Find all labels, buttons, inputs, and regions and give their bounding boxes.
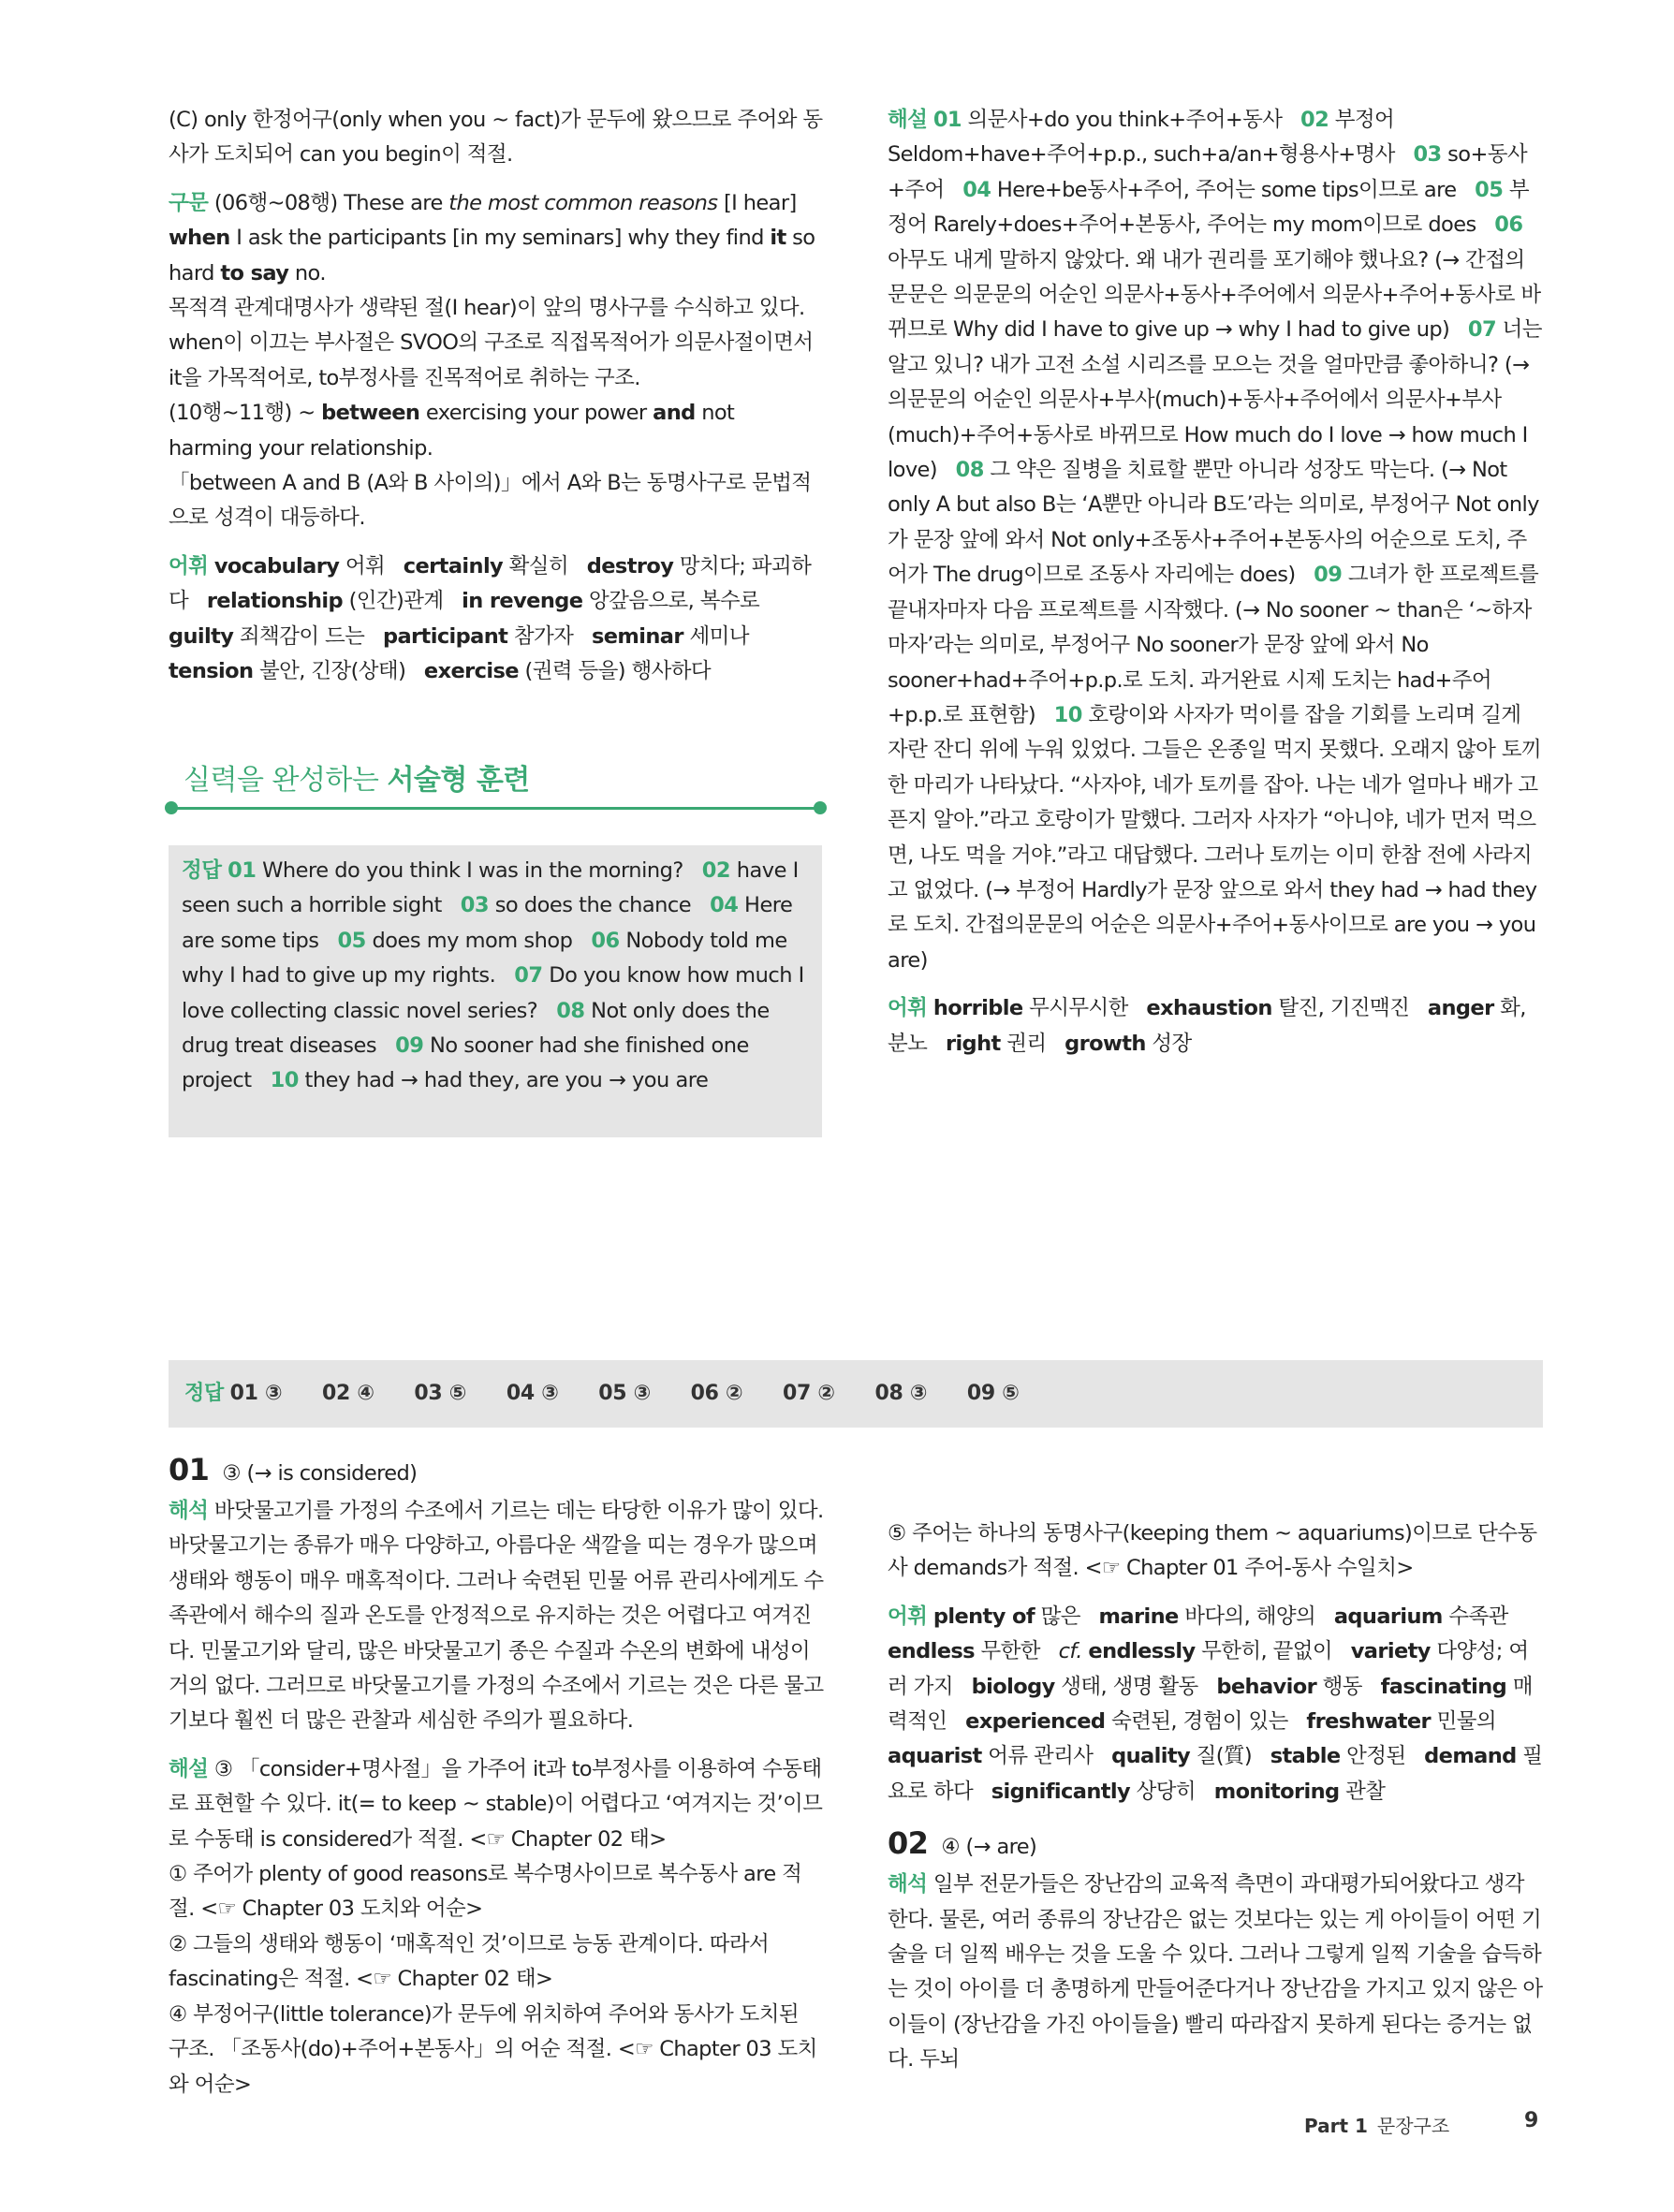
vocab-en: seminar (591, 623, 683, 649)
haeseol-number: 09 (1314, 563, 1343, 588)
haeseol-number: 01 (932, 108, 962, 132)
right-explanation (888, 103, 1543, 978)
answer-bar-item: 09 ⑤ (966, 1382, 1020, 1405)
between-text-c: not harming your relationship. (169, 401, 735, 461)
q01-haeseok-text: 바닷물고기를 가정의 수조에서 기르는 데는 타당한 이유가 많이 있다. 바닷물고기는 종류가 매우 다양하고, 아름다운 색깔을 띠는 경우가 많으며 생태와 행동이 매우 매혹적이다. 그러나 숙련된 민물 어류 관리사에게도 수족관에서 해수의 질과 온도를 안정적으로 유지하는 것은 어렵다고 여겨진다. 민물고기와 달리, 많은 바닷물고기 종은 수질과 수온의 변화에 내성이 거의 없다. 그러므로 바닷물고기를 가정의 수조에서 기르는 것은 다른 물고기보다 훨씬 더 많은 관찰과 세심한 주의가 필요하다. (169, 1499, 824, 1734)
vocab-right-en: growth (1065, 1031, 1146, 1056)
haeseol-text: 부정어 Seldom+have+주어+p.p., such+a/an+형용사+명사 (888, 108, 1395, 168)
haeseol-item (962, 178, 1456, 202)
question-02-number: 02 (888, 1825, 929, 1862)
q01-point-4: ④ 부정어구(little tolerance)가 문두에 위치하여 주어와 동사가 도치된 구조. 「조동사(do)+주어+본동사」의 어순 적절. <☞ Chapter 03 도치와 어순> (169, 2001, 817, 2097)
answer-bar-items (230, 1382, 1053, 1405)
vocab-en: in revenge (462, 589, 583, 614)
vocab-ko: 참가자 (507, 623, 574, 649)
cf-label: cf. (1058, 1639, 1082, 1664)
q01-vocab-en: demand (1424, 1744, 1517, 1769)
haeseol-text: Here+be동사+주어, 주어는 some tips이므로 are (991, 177, 1457, 202)
vocab-list (169, 554, 811, 683)
answer-text: they had → had they, are you → you are (298, 1068, 709, 1093)
q01-vocab-ko: 민물의 (1431, 1709, 1496, 1735)
q02-haeseok-label: 해석 (888, 1872, 928, 1897)
answer-bar-label: 정답 (184, 1382, 224, 1405)
q01-vocab-ko: 행동 (1316, 1674, 1362, 1699)
q01-vocab-en: monitoring (1213, 1779, 1340, 1804)
q01-vocab-en: aquarium (1333, 1604, 1443, 1629)
vocab-label: 어휘 (169, 553, 209, 579)
answer-bar (169, 1360, 1543, 1428)
answer-bar-item: 08 ③ (874, 1382, 928, 1405)
q01-vocab-item (1334, 1604, 1508, 1629)
vocab-ko: 불안, 긴장(상태) (253, 659, 406, 684)
answer-number: 07 (514, 963, 543, 989)
between-text-a: (10행~11행) ~ (169, 401, 322, 426)
and-bold: and (653, 401, 696, 426)
answer-box-label: 정답 (182, 858, 222, 883)
q01-vocab-en: plenty of (932, 1604, 1035, 1629)
gumun-paragraph (169, 186, 824, 291)
q01-vocab-en: experienced (965, 1709, 1106, 1735)
q01-vocab-ko: 상당히 (1130, 1779, 1197, 1804)
gumun-explanation-1: 목적격 관계대명사가 생략된 절(I hear)이 앞의 명사구를 수식하고 있다. when이 이끄는 부사절은 SVOO의 구조로 직접목적어가 의문사절이면서 it을 가목적어로, to부정사를 진목적어로 취하는 구조. (169, 296, 814, 390)
q02-haeseok-text: 일부 전문가들은 장난감의 교육적 측면이 과대평가되어왔다고 생각한다. 물론, 여러 종류의 장난감은 없는 것보다는 있는 게 아이들이 어떤 기술을 더 일찍 배우는 것을 도울 수 있다. 그러나 그렇게 일찍 기술을 습득하는 것이 아이를 더 총명하게 만들어준다거나 장난감을 가지고 있지 않은 아이들이 (장난감을 가진 아이들을) 빨리 따라잡지 못하게 된다는 증거는 없다. 두뇌 (888, 1872, 1543, 2073)
q01-haeseok (169, 1494, 824, 1739)
q01-haeseok-label: 해석 (169, 1499, 209, 1523)
q01-vocab-ko: 필요로 하다 (888, 1744, 1543, 1804)
q01-vocab-en: significantly (991, 1779, 1131, 1804)
answer-number: 01 (228, 858, 257, 883)
q01-vocab-en: variety (1350, 1639, 1431, 1664)
q01-haeseol (169, 1752, 824, 1857)
right-bottom-column (888, 1449, 1543, 2078)
haeseol-text: 호랑이와 사자가 먹이를 잡을 기회를 노리며 길게 자란 잔디 위에 누워 있었다. 그들은 온종일 먹지 못했다. 오래지 않아 토끼 한 마리가 나타났다. “사자야, 네가 토끼를 잡아. 나는 네가 얼마나 배가 고픈지 알아.”라고 호랑이가 말했다. 그러자 사자가 “아니야, 네가 먼저 먹으면, 나도 먹을 거야.”라고 대답했다. 그러나 토끼는 이미 한참 전에 사라지고 없었다. (→ 부정어 Hardly가 문장 앞으로 와서 they had → had they로 도치. 간접의문문의 어순은 의문사+주어+동사이므로 are you → you are) (888, 702, 1542, 973)
footer-title: 문장구조 (1376, 2115, 1450, 2137)
q01-vocab-item (933, 1604, 1080, 1629)
answer-number: 03 (460, 893, 490, 918)
vocab-ko: 어휘 (339, 553, 386, 579)
gumun-italic: the most common reasons (448, 190, 718, 215)
q01-vocab-en: endless (888, 1639, 975, 1664)
q01-vocab-ko: 어류 관리사 (981, 1744, 1094, 1769)
q01-vocab-item (1306, 1709, 1496, 1734)
page-footer (1304, 2111, 1449, 2138)
vocab-item (383, 624, 573, 649)
vocab-item (169, 659, 405, 683)
answer-bar-item: 06 ② (690, 1382, 743, 1405)
answer-item (338, 929, 573, 953)
right-top-column (888, 103, 1543, 1062)
q01-vocab-item (972, 1675, 1198, 1699)
answer-bar-item: 03 ⑤ (414, 1382, 467, 1405)
answer-text: No sooner had she finished one project (182, 1033, 749, 1093)
haeseol-number: 03 (1413, 142, 1442, 168)
answer-number: 05 (337, 928, 366, 953)
answer-number: 06 (591, 928, 620, 953)
haeseol-text: so+동사+주어 (888, 142, 1527, 202)
answer-text: Where do you think I was in the morning? (256, 858, 683, 883)
q01-vocab (888, 1600, 1543, 1809)
haeseol-number: 08 (955, 458, 984, 483)
vocab-item (169, 624, 364, 649)
answer-box (169, 845, 822, 1137)
q01-vocab-en: behavior (1216, 1674, 1317, 1699)
q01-vocab-item (1216, 1675, 1362, 1699)
answer-bar-item: 01 ③ (229, 1382, 283, 1405)
q01-vocab-item (1111, 1744, 1252, 1768)
q01-haeseol-label: 해설 (169, 1756, 209, 1781)
q01-vocab-ko: 무한한 (974, 1639, 1040, 1664)
gumun-when: when (169, 226, 230, 251)
section-divider (171, 807, 822, 810)
q01-vocab-item (1214, 1780, 1386, 1804)
q01-vocab-item (991, 1780, 1196, 1804)
gumun-text-3: so hard (169, 226, 815, 286)
q01-vocab-en: stable (1270, 1744, 1341, 1769)
haeseol-number: 06 (1494, 212, 1523, 238)
q01-vocab-ko: 관찰 (1339, 1779, 1386, 1804)
haeseol-items (888, 108, 1542, 973)
gumun-text-4: no. (288, 260, 326, 286)
answer-text: Not only does the drug treat diseases (182, 998, 770, 1059)
q01-point-2: ② 그들의 생태와 행동이 ‘매혹적인 것’이므로 능동 관계이다. 따라서 fascinating은 적절. <☞ Chapter 02 태> (169, 1931, 770, 1992)
vocab-ko: 망치다; 파괴하다 (169, 553, 812, 614)
between-bold: between (321, 401, 420, 426)
haeseol-text: 너는 알고 있니? 내가 고전 소설 시리즈를 모으는 것을 얼마만큼 좋아하니? (→ 의문문의 어순인 의문사+부사(much)+동사+주어에서 의문사+부사(much)+주어+동사로 바뀌므로 How much do I love → how much I love) (888, 317, 1542, 483)
q01-vocab-ko: 매력적인 (888, 1674, 1533, 1735)
answer-number: 09 (395, 1033, 424, 1059)
gumun-it: it (770, 226, 786, 251)
vocab-en: guilty (169, 623, 234, 649)
gumun-label: 구문 (169, 190, 209, 215)
vocab-item (424, 659, 711, 683)
left-bottom-column (169, 1449, 824, 2102)
q01-vocab-ko: 많은 (1035, 1604, 1080, 1629)
gumun-explanation-2: 「between A and B (A와 B 사이의)」에서 A와 B는 동명사구로 문법적으로 성격이 대등하다. (169, 471, 812, 531)
vocab-label-right: 어휘 (888, 996, 928, 1021)
haeseol-text: 아무도 내게 말하지 않았다. 왜 내가 권리를 포기해야 했나요? (→ 간접의문문은 의문문의 어순인 의문사+동사+주어에서 의문사+주어+동사로 바뀌므로 Why did I have to give up → why I had to give up) (888, 247, 1541, 343)
gumun-tosay: to say (220, 260, 289, 286)
answer-number: 02 (701, 858, 731, 883)
vocab-right-ko: 탈진, 기진맥진 (1271, 996, 1410, 1021)
vocab-ko: 확실히 (503, 553, 569, 579)
cf-en: endlessly (1088, 1639, 1196, 1664)
haeseol-text: 그 약은 질병을 치료할 뿐만 아니라 성장도 막는다. (→ Not only A but also B는 ‘A뿐만 아니라 B도’라는 의미로, 부정어구 Not only가 문장 앞에 와서 Not only+조동사+주어+본동사의 어순으로 도치, 주어가 The drug이므로 조동사 자리에는 does) (888, 458, 1539, 588)
q01-point-5: ⑤ 주어는 하나의 동명사구(keeping them ~ aquariums)이므로 단수동사 demands가 적절. <☞ Chapter 01 주어-동사 수일치> (888, 1521, 1537, 1581)
answer-bar-item: 05 ③ (598, 1382, 651, 1405)
vocab-right-item (933, 996, 1128, 1020)
question-01-answer: ③ (→ is considered) (222, 1461, 418, 1486)
vocab-right-item (946, 1032, 1047, 1056)
haeseol-text: 의문사+do you think+주어+동사 (961, 108, 1283, 132)
q01-vocab-list-2 (888, 1639, 1542, 1804)
left-top-column (169, 103, 824, 690)
question-01-heading (169, 1449, 824, 1494)
vocab-ko: (권력 등을) 행사하다 (518, 659, 712, 684)
q01-vocab-en: fascinating (1380, 1674, 1507, 1699)
answer-bar-item: 07 ② (783, 1382, 835, 1405)
answer-item (271, 1068, 709, 1092)
answer-text: have I seen such a horrible sight (182, 858, 799, 918)
between-line (169, 396, 824, 466)
vocab-ko: (인간)관계 (343, 589, 444, 614)
q02-haeseok (888, 1868, 1543, 2077)
section-title-a: 실력을 완성하는 (184, 764, 388, 797)
answer-number: 04 (710, 893, 739, 918)
vocab-right-item (1146, 996, 1409, 1020)
q01-vocab-ko: 바다의, 해양의 (1178, 1604, 1316, 1629)
answer-text: Nobody told me why I had to give up my rights. (182, 928, 787, 989)
vocab-item (404, 554, 568, 579)
haeseol-number: 04 (962, 177, 991, 202)
answer-number: 10 (270, 1068, 299, 1093)
answer-box-items (182, 858, 804, 1092)
vocab-en: relationship (206, 589, 344, 614)
vocab-en: tension (169, 659, 254, 684)
vocab-right-en: right (945, 1031, 1001, 1056)
vocab-item (214, 554, 385, 579)
q01-vocab-item (1270, 1744, 1406, 1768)
answer-number: 08 (556, 998, 585, 1023)
answer-item (461, 893, 691, 917)
answer-bar-item: 04 ③ (506, 1382, 559, 1405)
q01-haeseol-text: ③ 「consider+명사절」을 가주어 it과 to부정사를 이용하여 수동태로 표현할 수 있다. it(= to keep ~ stable)이 어렵다고 ‘여겨지는 것’이므로 수동태 is considered가 적절. <☞ Chapter 02 태> (169, 1756, 823, 1852)
page-number: 9 (1524, 2109, 1539, 2132)
q01-vocab-ko: 수족관 (1442, 1604, 1508, 1629)
vocab-right-en: anger (1427, 996, 1494, 1021)
vocab-en: participant (382, 623, 508, 649)
haeseol-label: 해설 (888, 108, 928, 132)
q01-vocab-en: freshwater (1306, 1709, 1432, 1735)
question-01-number: 01 (169, 1452, 210, 1487)
question-02-answer: ④ (→ are) (941, 1835, 1037, 1860)
vocab-right-en: exhaustion (1146, 996, 1272, 1021)
q01-vocab-en: aquarist (888, 1744, 982, 1769)
vocab-ko: 앙갚음으로, 복수로 (582, 589, 760, 614)
haeseol-text: 그녀가 한 프로젝트를 끝내자마자 다음 프로젝트를 시작했다. (→ No sooner ~ than은 ‘~하자마자’라는 의미로, 부정어구 No sooner가 문장 앞에 와서 No sooner+had+주어+p.p.로 도치. 과거완료 시제 도치는 had+주어+p.p.로 표현함) (888, 563, 1539, 727)
vocab-list-right (888, 996, 1526, 1055)
footer-part: Part 1 (1304, 2115, 1368, 2137)
line-dot-right (814, 801, 827, 814)
vocab-ko: 세미나 (683, 623, 749, 649)
haeseol-number: 05 (1475, 177, 1504, 202)
q01-vocab-en: marine (1098, 1604, 1179, 1629)
q01-vocab-label: 어휘 (888, 1604, 928, 1629)
q01-vocab-ko: 생태, 생명 활동 (1054, 1674, 1198, 1699)
vocab-en: exercise (423, 659, 519, 684)
vocab-right-ko: 권리 (1000, 1031, 1047, 1056)
haeseol-item (933, 108, 1283, 132)
haeseol-text: 부정어 Rarely+does+주어+본동사, 주어는 my mom이므로 does (888, 177, 1529, 238)
answer-text: Do you know how much I love collecting classic novel series? (182, 963, 804, 1023)
q01-vocab-item (888, 1744, 1093, 1768)
q01-vocab-ko: 다양성; 여러 가지 (888, 1639, 1529, 1699)
vocab-left-top (169, 549, 824, 690)
answer-bar-item: 02 ④ (322, 1382, 374, 1405)
between-text-b: exercising your power (419, 401, 653, 426)
q01-vocab-en: biology (971, 1674, 1055, 1699)
vocab-right-top (888, 991, 1543, 1062)
q01-vocab-en: quality (1111, 1744, 1191, 1769)
q01-point-1: ① 주어가 plenty of good reasons로 복수명사이므로 복수동사 are 적절. <☞ Chapter 03 도치와 어순> (169, 1862, 802, 1922)
vocab-en: destroy (586, 553, 674, 579)
gumun-text-2: I ask the participants [in my seminars] why they find (229, 226, 771, 251)
haeseol-number: 07 (1467, 317, 1497, 343)
answer-text: Here are some tips (182, 893, 793, 953)
answer-item (228, 858, 683, 883)
q01-vocab-item (1099, 1604, 1316, 1629)
vocab-right-item (1065, 1032, 1191, 1056)
q01-vocab-ko: 질(質) (1190, 1744, 1253, 1769)
gumun-text-1: (06행~08행) These are (213, 190, 449, 215)
haeseol-item (888, 703, 1541, 973)
vocab-item (462, 589, 759, 613)
vocab-en: vocabulary (213, 553, 340, 579)
vocab-ko: 죄책감이 드는 (233, 623, 365, 649)
q01-vocab-ko: 안정된 (1340, 1744, 1406, 1769)
answer-text: does my mom shop (365, 928, 573, 953)
vocab-right-en: horrible (932, 996, 1023, 1021)
q01-vocab-item (888, 1639, 1040, 1663)
gumun-text-1b: [I hear] (717, 190, 797, 215)
haeseol-number: 02 (1300, 108, 1329, 132)
section-title-b: 서술형 훈련 (387, 764, 530, 797)
cf-ko: 무한히, 끝없이 (1201, 1639, 1333, 1664)
vocab-right-ko: 무시무시한 (1022, 996, 1128, 1021)
question-02-heading (888, 1823, 1543, 1868)
q01-vocab-ko: 숙련된, 경험이 있는 (1105, 1709, 1288, 1735)
q01-vocab-item (965, 1709, 1288, 1734)
vocab-right-ko: 화, 분노 (888, 996, 1526, 1056)
c-line: (C) only 한정어구(only when you ~ fact)가 문두에 왔으므로 주어와 동사가 도치되어 can you begin이 적절. (169, 108, 823, 168)
answer-text: so does the chance (489, 893, 692, 918)
vocab-right-ko: 성장 (1145, 1031, 1192, 1056)
haeseol-number: 10 (1053, 702, 1082, 727)
vocab-item (592, 624, 749, 649)
section-title (184, 756, 530, 798)
vocab-en: certainly (403, 553, 504, 579)
vocab-item (207, 589, 444, 613)
